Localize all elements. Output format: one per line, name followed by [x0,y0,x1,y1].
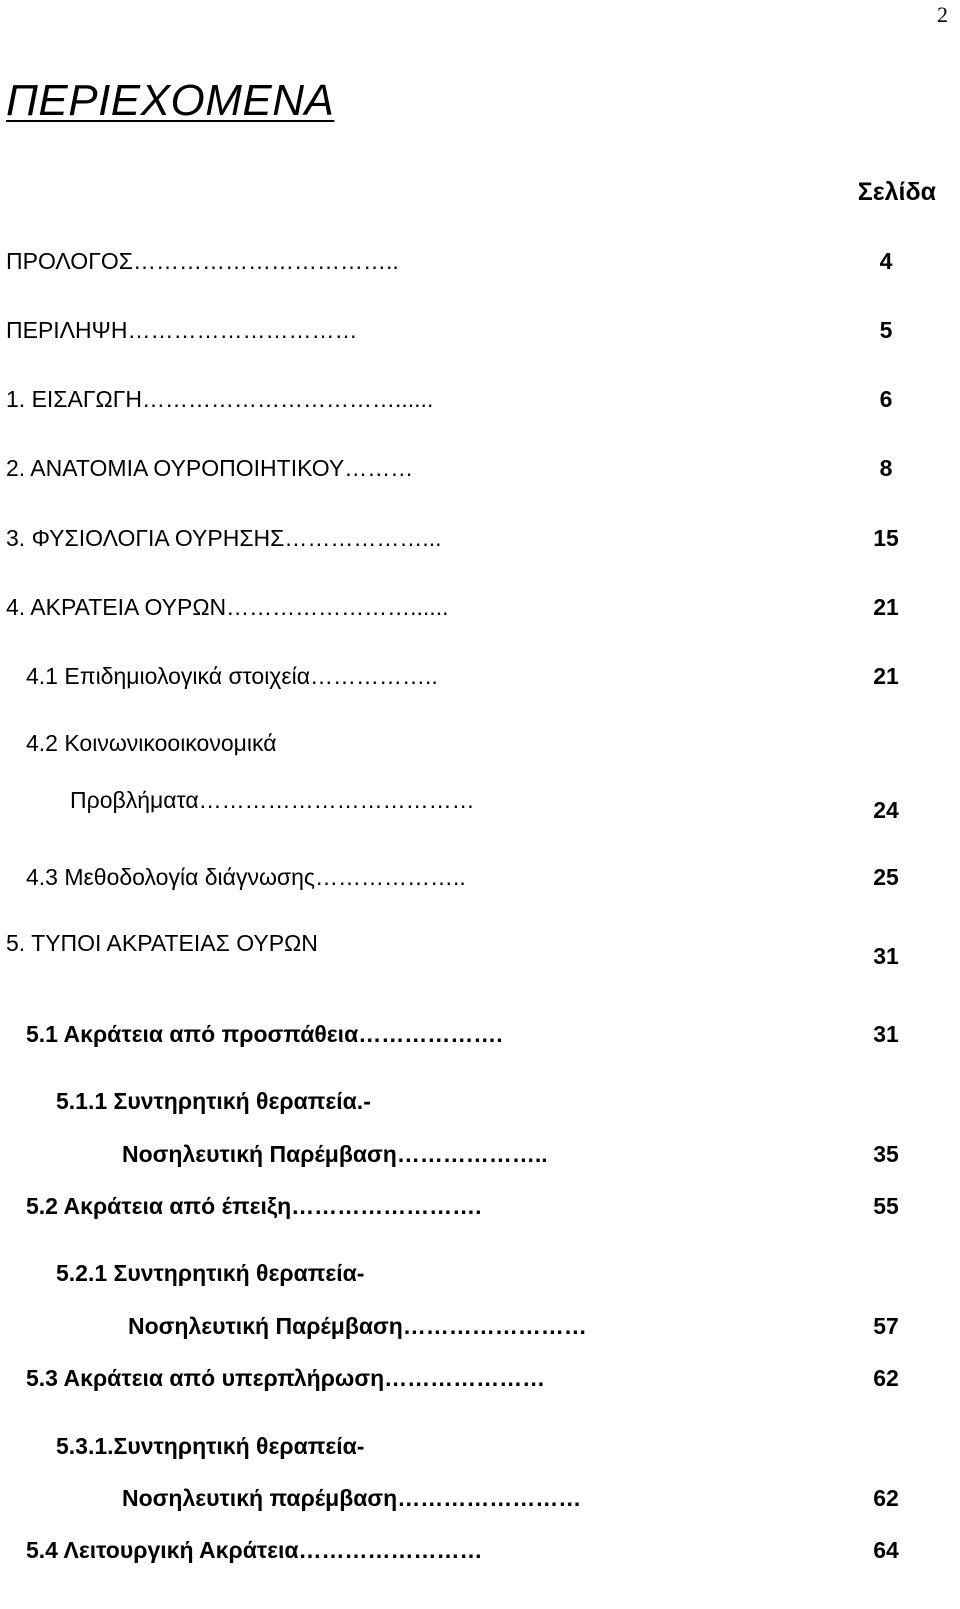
toc-entry-text: 4.2 Κοινωνικοοικονομικά [26,730,277,756]
toc-entry-text: 5.4 Λειτουργική Ακράτεια…………………… [26,1537,483,1563]
toc-entry-text: 5.3.1.Συντηρητική θεραπεία- [56,1433,365,1459]
toc-entry-page: 57 [873,1313,899,1339]
toc-entry-page: 64 [873,1537,899,1563]
toc-entry-page: 62 [873,1365,899,1391]
toc-entry-text: Προβλήματα……………………………… [70,787,475,813]
toc-entry-page: 5 [879,317,893,343]
toc-entry-page: 8 [879,455,893,481]
page-column-header: Σελίδα [857,178,936,206]
page-title: ΠΕΡΙΕΧΟΜΕΝΑ [6,76,335,125]
toc-entry-page: 25 [873,864,899,890]
toc-entry-text: 5.3 Ακράτεια από υπερπλήρωση………………… [26,1365,546,1391]
toc-entry-page: 24 [873,797,899,823]
toc-entry-page: 21 [873,663,899,689]
toc-entry-text: ΠΕΡΙΛΗΨΗ………………………… [6,317,358,343]
toc-entry-text: 4. ΑΚΡΑΤΕΙΑ ΟΥΡΩΝ……………………...... [6,594,449,620]
toc-entry-text: 5.2 Ακράτεια από έπειξη……………………. [26,1193,482,1219]
toc-entry-text: ΠΡΟΛΟΓΟΣ…………………………….. [6,248,399,274]
toc-entry-text: 4.3 Μεθοδολογία διάγνωσης……………….. [26,864,466,890]
toc-entry-text: 5.2.1 Συντηρητική θεραπεία- [56,1260,365,1286]
toc-entry-text: Νοσηλευτική παρέμβαση…………………… [122,1485,582,1511]
toc-entry-text: 3. ΦΥΣΙΟΛΟΓΙΑ ΟΥΡΗΣΗΣ………………... [6,525,442,551]
toc-entry-text: Νοσηλευτική Παρέμβαση……………….. [122,1141,548,1167]
page-number: 2 [937,2,948,27]
toc-entry-page: 6 [879,386,893,412]
toc-entry-text: 4.1 Επιδημιολογικά στοιχεία…………….. [26,663,438,689]
toc-entry-text: 5. ΤΥΠΟΙ ΑΚΡΑΤΕΙΑΣ ΟΥΡΩΝ [6,930,318,956]
toc-entry-page: 31 [873,1021,899,1047]
toc-entry-text: Νοσηλευτική Παρέμβαση…………………… [128,1313,587,1339]
toc-entry-page: 31 [873,943,899,969]
toc-entry-text: 1. ΕΙΣΑΓΩΓΗ……………………………...... [6,386,434,412]
toc-entry-page: 15 [873,525,899,551]
toc-entry-page: 35 [873,1141,899,1167]
toc-entry-page: 55 [873,1193,899,1219]
toc-entry-page: 21 [873,594,899,620]
toc-entry-text: 5.1 Ακράτεια από προσπάθεια………………. [26,1021,503,1047]
toc-entry-page: 62 [873,1485,899,1511]
toc-entry-text: 2. ΑΝΑΤΟΜΙΑ ΟΥΡΟΠΟΙΗΤΙΚΟΥ……… [6,455,414,481]
toc-entry-page: 4 [879,248,893,274]
toc-entry-text: 5.1.1 Συντηρητική θεραπεία.- [56,1088,371,1114]
